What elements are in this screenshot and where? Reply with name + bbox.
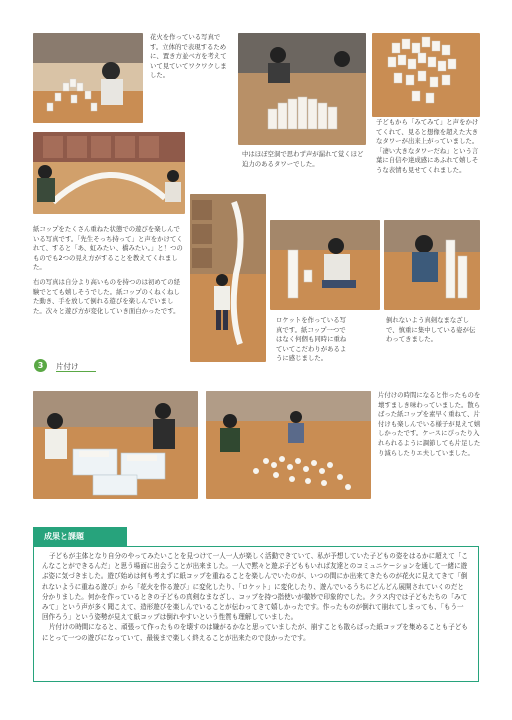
photo-fireworks: [33, 33, 143, 123]
caption-tower-room: [242, 150, 364, 169]
caption-rocket: [276, 316, 350, 364]
caption-cleanup-text: 片付けの時間になると作ったものを壊すましき味わっていました。散らばった紙コップを素早く重ねて、片付けも楽しんでいる様子が見えて嬉しかったです。ケースにぴったり入れられるように調節しても片足したり減らしたりエ夫していました。: [378, 391, 481, 457]
caption-fireworks-text: 花火を作っている写真です。立体的で表現するために、置き方並べ方を考えていて見ていてワクワクしました。: [150, 33, 227, 80]
section-title: 片付け: [56, 362, 79, 371]
caption-tower-room-text: 中はほぼ空洞で思わず声が漏れて覚くほど迫力のあるタワーでした。: [242, 150, 364, 168]
photo-tall-tower: [372, 33, 480, 117]
caption-rainbow-p1: 紙コップをたくさん重ねた状態での遊びを楽しんでいる写真です。「先生そっち持って」と声をかけてくれて、すると「あ、虹みたい、橋みたい。」と！つのものでも2つの見え方がすることを教えてくれました。: [33, 225, 183, 272]
results-paragraph-2: 片付けの時間になると、頑張って作ったものを壊すのは嫌がるかなと思っていましたが、崩すことも散らばった紙コップを集めることも子どもにとって一つの遊びになっていて、最後まで楽しく終えることが出来たので良かったです。: [42, 623, 468, 642]
caption-serious: [386, 316, 480, 345]
results-heading: 成果と課題: [33, 527, 127, 546]
photo-cleanup-boxes: [33, 391, 198, 499]
photo-cleanup-floor: [206, 391, 371, 499]
caption-rainbow: [33, 225, 185, 316]
caption-tall-tower-text: 子どもから「みてみて」と声をかけてくれて、見ると想像を超えた大きなタワーが出来上がっていました。「凄い大きなタワーだね」という言葉に自信や達成感にあふれて嬉しそうな表情も見せてくれました。: [376, 118, 479, 174]
caption-fireworks: [150, 33, 228, 81]
photo-tower-room: [238, 33, 366, 145]
caption-cleanup: [378, 391, 482, 458]
photo-serious: [384, 220, 480, 310]
photo-tall-snake: [190, 194, 266, 362]
photo-rocket: [270, 220, 380, 310]
section-title-underline: [56, 371, 96, 372]
caption-tall-tower: [376, 118, 480, 176]
results-box: [33, 546, 479, 682]
caption-serious-text: 倒れないよう真剣なまなざしで、慎重に集中している姿が伝わってきました。: [386, 316, 476, 344]
section-number-badge: 3: [34, 359, 47, 372]
caption-rocket-text: ロケットを作っている写真です。紙コップ一つではなく何個も同時に重ねていてこだわりがあるように感じました。: [276, 316, 347, 363]
caption-rainbow-p2: 右の写真は自分より高いものを持つのは初めての経験でとても嬉しそうでした。紙コップのくねくねした動き、手を放して倒れる遊びを楽しんでいました。次々と遊び方が変化していき面白かったです。: [33, 277, 180, 315]
results-paragraph-1: 子どもが主体となり自分のやってみたいことを見つけて一人一人が楽しく活動できていて、私が予想していた子どもの姿をはるかに超えて「こんなことができるんだ」と思う場面に出会うことが出来ました。一人で黙々と遊ぶ子どももいれば友達とのコミュニケーションを通して一緒に遊ぶ姿に気づきました。遊び始めは何も考えずに紙コップを重ねることを楽しんでいたのが、いつの間にか出来てきたものが花火に見えてきて「倒れないように重ねる遊び」から「花火を作る遊び」に変化したり、「ロケット」に変化したり、遊んでいるうちにどんどん展開されていくのだと分かりました。何かを作っているときの子どもの真剣なまなざし、コップを持つ指使いが徹妙で印象的でした。クラス内では子どもたちの「みてみて」という声が多く聞こえて、造形遊びを楽しんでいることが伝わってきて嬉しかったです。作ったものが倒れて崩れてしまっても、「もう一回作ろう」という姿勢が見えて紙コップは倒れやすいという性質も理解していました。: [42, 552, 468, 622]
photo-rainbow: [33, 132, 185, 214]
